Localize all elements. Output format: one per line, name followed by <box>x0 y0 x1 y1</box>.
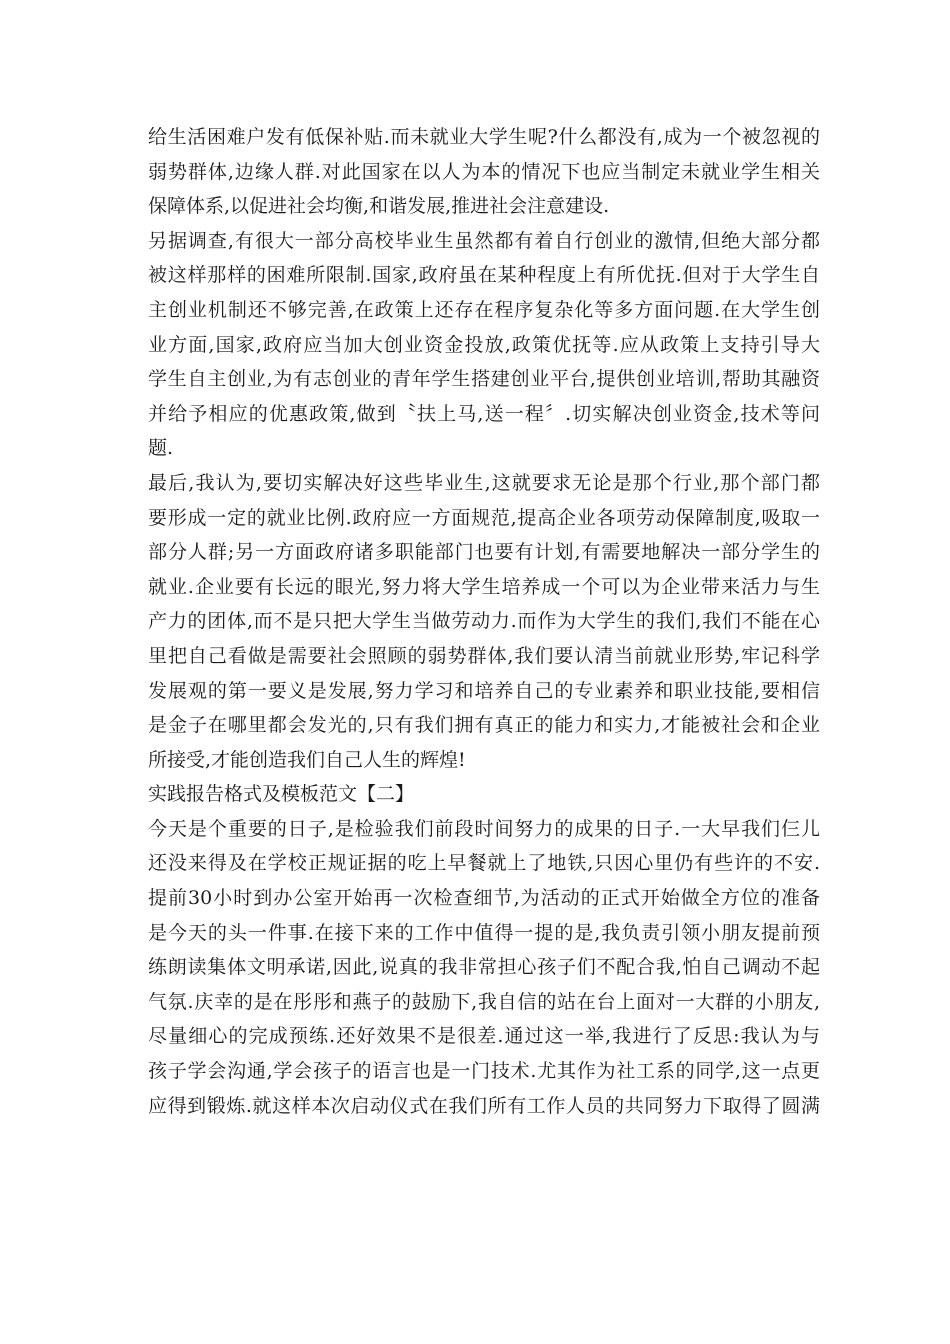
text-line: 要形成一定的就业比例.政府应一方面规范,提高企业各项劳动保障制度,吸取一 <box>148 506 820 529</box>
text-line: 弱势群体,边缘人群.对此国家在以人为本的情况下也应当制定未就业学生相关 <box>148 160 820 183</box>
text-line: 孩子学会沟通,学会孩子的语言也是一门技术.尤其作为社工系的同学,这一点更 <box>148 1060 820 1083</box>
text-line: 并给予相应的优惠政策,做到〝扶上马,送一程〞.切实解决创业资金,技术等问 <box>148 402 820 425</box>
text-line: 业方面,国家,政府应当加大创业资金投放,政策优抚等.应从政策上支持引导大 <box>148 333 820 356</box>
document-body <box>148 120 820 1123</box>
text-line: 应得到锻炼.就这样本次启动仪式在我们所有工作人员的共同努力下取得了圆满 <box>148 1094 820 1117</box>
text-line: 部分人群;另一方面政府诸多职能部门也要有计划,有需要地解决一部分学生的 <box>148 541 820 564</box>
text-line: 里把自己看做是需要社会照顾的弱势群体,我们要认清当前就业形势,牢记科学 <box>148 644 820 667</box>
text-line: 是金子在哪里都会发光的,只有我们拥有真正的能力和实力,才能被社会和企业 <box>148 714 820 737</box>
text-line: 就业.企业要有长远的眼光,努力将大学生培养成一个可以为企业带来活力与生 <box>148 575 820 598</box>
text-line: 给生活困难户发有低保补贴.而未就业大学生呢?什么都没有,成为一个被忽视的 <box>148 126 820 148</box>
text-line: 最后,我认为,要切实解决好这些毕业生,这就要求无论是那个行业,那个部门都 <box>148 471 820 494</box>
text-line: 发展观的第一要义是发展,努力学习和培养自己的专业素养和职业技能,要相信 <box>148 679 820 702</box>
text-line: 提前30小时到办公室开始再一次检查细节,为活动的正式开始做全方位的准备 <box>148 887 820 910</box>
text-line: 另据调查,有很大一部分高校毕业生虽然都有着自行创业的激情,但绝大部分都 <box>148 229 820 252</box>
text-line: 题. <box>148 437 174 460</box>
text-line: 今天是个重要的日子,是检验我们前段时间努力的成果的日子.一大早我们仨儿 <box>148 817 820 840</box>
text-line: 被这样那样的困难所限制.国家,政府虽在某种程度上有所优抚.但对于大学生自 <box>148 264 820 287</box>
text-line: 气氛.庆幸的是在彤彤和燕子的鼓励下,我自信的站在台上面对一大群的小朋友, <box>148 990 820 1013</box>
text-line: 还没来得及在学校正规证据的吃上早餐就上了地铁,只因心里仍有些许的不安. <box>148 852 820 875</box>
text-line: 保障体系,以促进社会均衡,和谐发展,推进社会注意建设. <box>148 195 610 218</box>
text-line: 学生自主创业,为有志创业的青年学生搭建创业平台,提供创业培训,帮助其融资 <box>148 368 820 391</box>
text-line: 所接受,才能创造我们自己人生的辉煌! <box>148 748 466 771</box>
text-line: 练朗读集体文明承诺,因此,说真的我非常担心孩子们不配合我,怕自己调动不起 <box>148 956 820 979</box>
text-line: 尽量细心的完成预练.还好效果不是很差.通过这一举,我进行了反思:我认为与 <box>148 1025 820 1048</box>
text-line: 实践报告格式及模板范文【二】 <box>148 783 415 806</box>
text-line: 产力的团体,而不是只把大学生当做劳动力.而作为大学生的我们,我们不能在心 <box>148 610 820 633</box>
text-line: 主创业机制还不够完善,在政策上还存在程序复杂化等多方面问题.在大学生创 <box>148 298 820 321</box>
text-line: 是今天的头一件事.在接下来的工作中值得一提的是,我负责引领小朋友提前预 <box>148 921 820 944</box>
